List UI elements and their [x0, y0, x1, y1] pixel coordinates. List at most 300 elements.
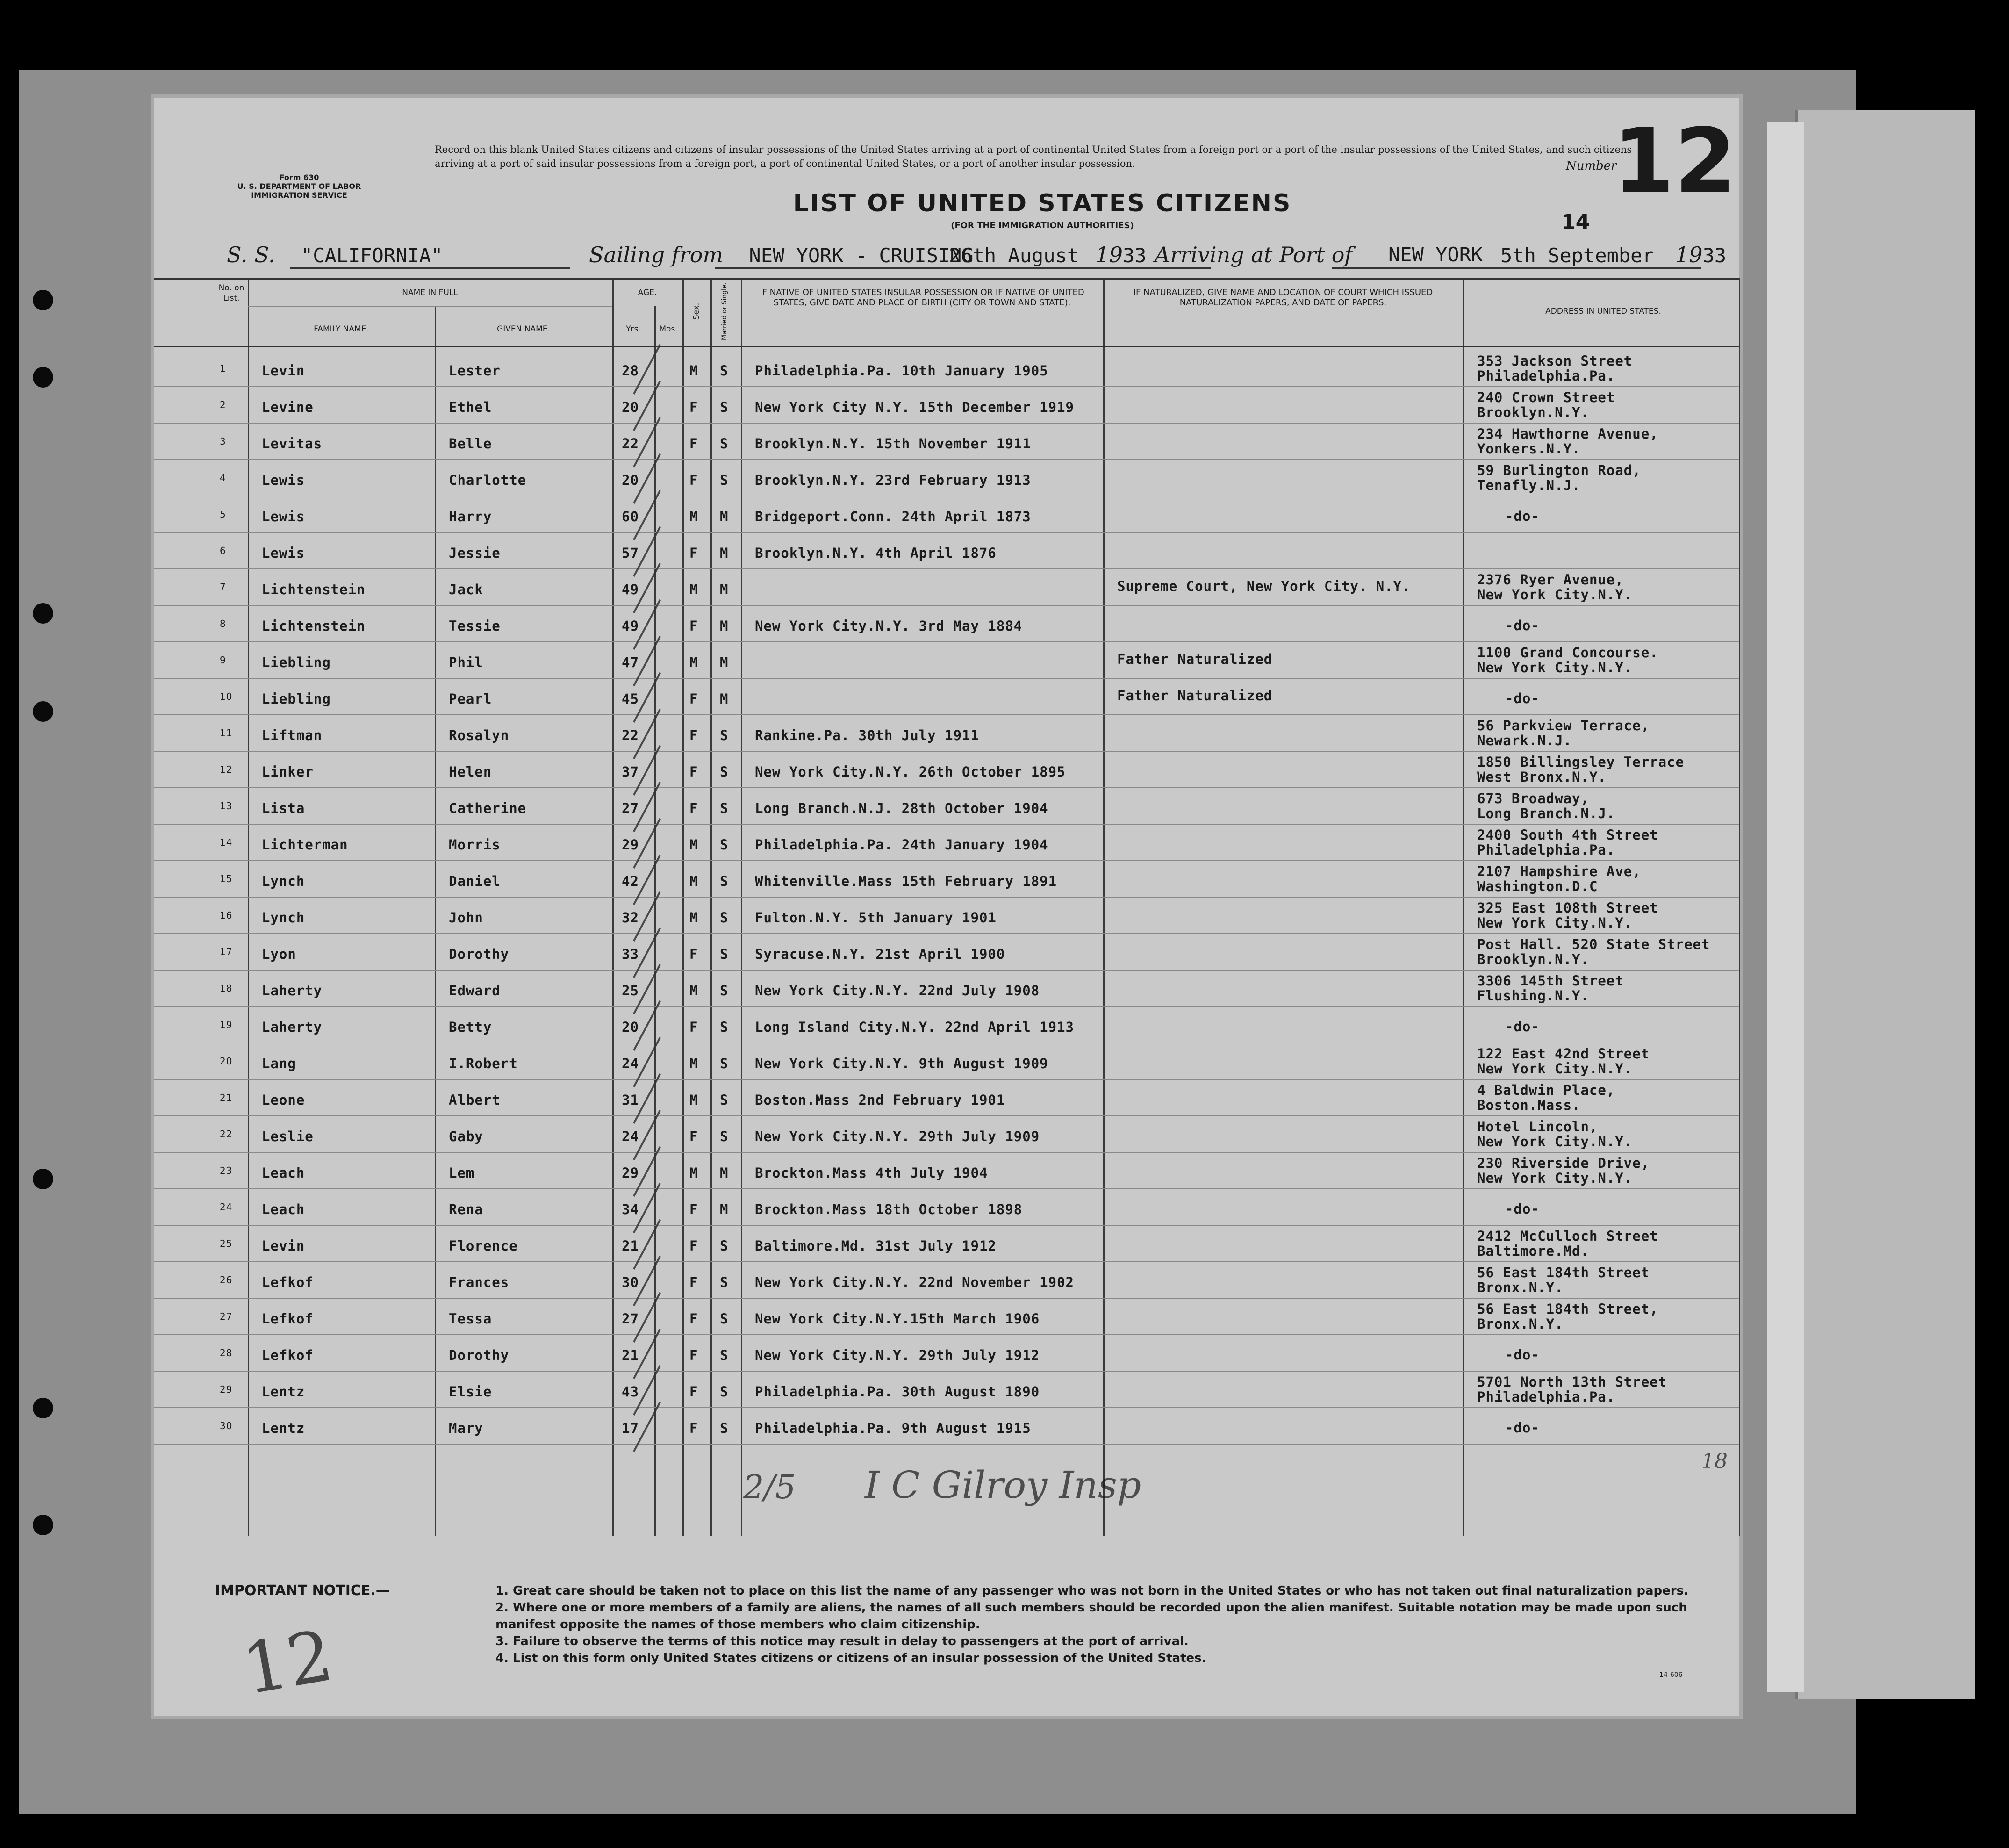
age-years: 22	[622, 727, 639, 743]
address-line-1: 230 Riverside Drive,	[1477, 1155, 1650, 1171]
given-name: Albert	[449, 1092, 501, 1108]
sailing-label: Sailing from	[589, 242, 724, 267]
arrival	[1155, 243, 1352, 267]
row-number: 3	[220, 436, 226, 447]
naturalization-info: Father Naturalized	[1117, 651, 1273, 667]
given-name: Mary	[449, 1420, 483, 1436]
sex: F	[689, 1274, 698, 1290]
table-row	[154, 1080, 1739, 1116]
sail-year: 33	[1123, 244, 1147, 267]
family-name: Lichtenstein	[262, 582, 366, 597]
given-name: Betty	[449, 1019, 492, 1035]
age-years: 43	[622, 1384, 639, 1400]
address	[1477, 1265, 1650, 1295]
sex: F	[689, 1384, 698, 1400]
marital-status: S	[720, 1056, 729, 1071]
address-line-1: 5701 North 13th Street	[1477, 1374, 1667, 1390]
table-row	[154, 861, 1739, 898]
ship-name: "CALIFORNIA"	[301, 244, 443, 267]
marital-status: M	[720, 654, 729, 670]
birth-place-date: New York City.N.Y. 9th August 1909	[755, 1056, 1048, 1071]
given-name: Helen	[449, 764, 492, 780]
header-family-name: FAMILY NAME.	[314, 324, 369, 334]
family-name: Lewis	[262, 472, 305, 488]
address-line-1: 2400 South 4th Street	[1477, 827, 1658, 843]
age-years: 49	[622, 582, 639, 597]
address-line-1: Hotel Lincoln,	[1477, 1119, 1598, 1135]
age-years: 17	[622, 1420, 639, 1436]
passenger-table	[154, 278, 1739, 1536]
sex: M	[689, 1165, 698, 1181]
table-row	[154, 496, 1739, 533]
sex: F	[689, 1129, 698, 1144]
marital-status: S	[720, 1384, 729, 1400]
header-name-in-full: NAME IN FULL	[402, 288, 458, 297]
table-row	[154, 533, 1739, 569]
row-number: 11	[220, 727, 233, 739]
birth-place-date: Philadelphia.Pa. 9th August 1915	[755, 1420, 1031, 1436]
sex: F	[689, 1311, 698, 1327]
ss-label: S. S.	[227, 242, 275, 267]
sex: M	[689, 910, 698, 926]
age-years: 29	[622, 837, 639, 853]
family-name: Liebling	[262, 654, 331, 670]
birth-place-date: Baltimore.Md. 31st July 1912	[755, 1238, 997, 1254]
family-name: Leone	[262, 1092, 305, 1108]
age-years: 24	[622, 1129, 639, 1144]
row-number: 21	[220, 1092, 233, 1103]
address	[1477, 937, 1710, 967]
row-number: 10	[220, 691, 233, 702]
family-name: Leach	[262, 1165, 305, 1181]
address	[1477, 1302, 1658, 1331]
marital-status: S	[720, 1347, 729, 1363]
sex: F	[689, 800, 698, 816]
birth-place-date: Syracuse.N.Y. 21st April 1900	[755, 946, 1005, 962]
address	[1477, 691, 1540, 706]
sex: F	[689, 1238, 698, 1254]
margin-number: 12	[237, 1615, 339, 1711]
family-name: Lichterman	[262, 837, 348, 853]
address-line-1: -do-	[1505, 1201, 1540, 1217]
marital-status: S	[720, 1311, 729, 1327]
address-line-2: Flushing.N.Y.	[1477, 988, 1589, 1004]
sail-year-prefix: 19	[1095, 242, 1123, 267]
family-name: Levin	[262, 363, 305, 379]
marital-status: S	[720, 983, 729, 999]
row-number: 7	[220, 582, 226, 593]
birth-place-date: New York City.N.Y. 3rd May 1884	[755, 618, 1023, 634]
table-row	[154, 1372, 1739, 1408]
age-years: 47	[622, 654, 639, 670]
sex: M	[689, 509, 698, 525]
col-divider	[1739, 278, 1740, 1536]
given-name: Jessie	[449, 545, 501, 561]
address	[1477, 463, 1641, 493]
sex: F	[689, 1347, 698, 1363]
binder-hole	[33, 367, 53, 388]
age-years: 60	[622, 509, 639, 525]
given-name: Dorothy	[449, 946, 509, 962]
given-name: John	[449, 910, 483, 926]
table-row	[154, 1408, 1739, 1445]
address-line-1: -do-	[1505, 618, 1540, 633]
marital-status: S	[720, 472, 729, 488]
marital-status: S	[720, 1129, 729, 1144]
table-row	[154, 679, 1739, 715]
table-row	[154, 1299, 1739, 1335]
age-years: 45	[622, 691, 639, 707]
family-name: Leach	[262, 1201, 305, 1217]
sex: F	[689, 727, 698, 743]
birth-place-date: Philadelphia.Pa. 30th August 1890	[755, 1384, 1040, 1400]
family-name: Lefkof	[262, 1274, 314, 1290]
address-line-1: -do-	[1505, 1347, 1540, 1363]
binder-hole	[33, 290, 53, 310]
family-name: Levitas	[262, 436, 323, 452]
address-line-1: -do-	[1505, 508, 1540, 524]
given-name: Catherine	[449, 800, 527, 816]
address-line-2: Bronx.N.Y.	[1477, 1280, 1564, 1295]
naturalization-info: Supreme Court, New York City. N.Y.	[1117, 578, 1411, 594]
row-number: 19	[220, 1019, 233, 1030]
address	[1477, 572, 1632, 602]
address-line-1: 122 East 42nd Street	[1477, 1046, 1650, 1062]
address-line-1: Post Hall. 520 State Street	[1477, 936, 1710, 952]
sailing-from	[589, 243, 974, 267]
marital-status: M	[720, 618, 729, 634]
birth-place-date: New York City.N.Y.15th March 1906	[755, 1311, 1040, 1327]
page-edge	[1767, 122, 1804, 1692]
marital-status: S	[720, 946, 729, 962]
notice-item: 3. Failure to observe the terms of this notice may result in delay to passengers at the port of arrival.	[495, 1634, 1189, 1648]
given-name: Belle	[449, 436, 492, 452]
row-divider	[248, 306, 612, 307]
address-line-1: 1100 Grand Concourse.	[1477, 645, 1658, 661]
form-identifier	[206, 173, 393, 200]
row-number: 16	[220, 910, 233, 921]
row-divider	[154, 278, 1739, 280]
age-years: 27	[622, 800, 639, 816]
sex: M	[689, 582, 698, 597]
address-line-2: Boston.Mass.	[1477, 1097, 1581, 1113]
number-label: Number	[1566, 159, 1617, 173]
table-row	[154, 898, 1739, 934]
address	[1477, 1046, 1650, 1076]
given-name: Rena	[449, 1201, 483, 1217]
given-name: Frances	[449, 1274, 509, 1290]
table-row	[154, 1335, 1739, 1372]
address	[1477, 900, 1658, 930]
sex: F	[689, 545, 698, 561]
header-age: AGE.	[638, 288, 657, 297]
address-line-1: 4 Baldwin Place,	[1477, 1082, 1615, 1098]
arr-year: 33	[1702, 244, 1727, 267]
family-name: Levin	[262, 1238, 305, 1254]
sailing-date	[949, 243, 1147, 267]
marital-status: S	[720, 1092, 729, 1108]
address-line-1: 2376 Ryer Avenue,	[1477, 572, 1624, 588]
table-row	[154, 642, 1739, 679]
family-name: Lewis	[262, 545, 305, 561]
address-line-2: New York City.N.Y.	[1477, 660, 1633, 676]
address-line-2: New York City.N.Y.	[1477, 915, 1633, 931]
address-line-2: Newark.N.J.	[1477, 733, 1572, 748]
family-name: Lang	[262, 1056, 296, 1071]
sex: M	[689, 1092, 698, 1108]
age-years: 24	[622, 1056, 639, 1071]
age-years: 27	[622, 1311, 639, 1327]
given-name: Jack	[449, 582, 483, 597]
row-number: 13	[220, 800, 233, 812]
address	[1477, 509, 1540, 524]
table-row	[154, 424, 1739, 460]
table-row	[154, 788, 1739, 825]
row-divider	[154, 1444, 1739, 1445]
row-number: 6	[220, 545, 226, 556]
row-number: 15	[220, 873, 233, 884]
table-row	[154, 971, 1739, 1007]
row-number: 30	[220, 1420, 233, 1431]
birth-place-date: New York City.N.Y. 22nd July 1908	[755, 983, 1040, 999]
age-years: 32	[622, 910, 639, 926]
address	[1477, 390, 1615, 420]
binder-hole	[33, 1398, 53, 1418]
address-line-1: 3306 145th Street	[1477, 973, 1624, 989]
birth-place-date: Fulton.N.Y. 5th January 1901	[755, 910, 997, 926]
address-line-2: Baltimore.Md.	[1477, 1243, 1589, 1259]
notice-items	[495, 1582, 1734, 1667]
sex: M	[689, 837, 698, 853]
age-years: 42	[622, 873, 639, 889]
sex: F	[689, 436, 698, 452]
sex: F	[689, 1201, 698, 1217]
table-row	[154, 606, 1739, 642]
form-instructions: Record on this blank United States citizens and citizens of insular possessions of the United States arriving at a port of continental United States from a foreign port or a port of the insular possessions of the United States, and such citizens arriving at a port of said insular possessions from a foreign port, a port of continental United States, or a port of another insular possession.	[435, 144, 1632, 169]
family-name: Lentz	[262, 1384, 305, 1400]
arrival-underline	[1332, 267, 1701, 269]
sex: F	[689, 946, 698, 962]
list-number: 12	[1613, 109, 1736, 213]
header-yrs: Yrs.	[626, 324, 641, 334]
address-line-1: 673 Broadway,	[1477, 791, 1589, 806]
header-sex: Sex.	[692, 302, 701, 320]
table-row	[154, 825, 1739, 861]
arr-day: 5th September	[1500, 244, 1654, 267]
row-number: 9	[220, 654, 226, 666]
address	[1477, 618, 1540, 633]
row-number: 25	[220, 1238, 233, 1249]
marital-status: S	[720, 727, 729, 743]
address-line-2: New York City.N.Y.	[1477, 587, 1633, 603]
row-number: 2	[220, 399, 226, 410]
sex: M	[689, 983, 698, 999]
marital-status: S	[720, 399, 729, 415]
address	[1477, 1083, 1615, 1113]
sailing-port: NEW YORK - CRUISING	[749, 244, 974, 267]
arrival-port: NEW YORK	[1388, 243, 1483, 266]
header-birth: IF NATIVE OF UNITED STATES INSULAR POSSESSION OR IF NATIVE OF UNITED STATES, GIVE DATE AND PLACE OF BIRTH (CITY OR TOWN AND STATE).	[760, 288, 1084, 308]
header-given-name: GIVEN NAME.	[497, 324, 550, 334]
given-name: Morris	[449, 837, 501, 853]
age-years: 31	[622, 1092, 639, 1108]
marital-status: M	[720, 582, 729, 597]
address-line-1: 59 Burlington Road,	[1477, 462, 1641, 478]
table-row	[154, 569, 1739, 606]
sex: F	[689, 618, 698, 634]
address	[1477, 1019, 1540, 1034]
given-name: Charlotte	[449, 472, 527, 488]
family-name: Laherty	[262, 983, 323, 999]
row-number: 4	[220, 472, 226, 483]
voyage-line	[227, 243, 443, 267]
header-naturalized: IF NATURALIZED, GIVE NAME AND LOCATION OF COURT WHICH ISSUED NATURALIZATION PAPERS, AND DATE OF PAPERS.	[1133, 288, 1433, 308]
address-line-1: 353 Jackson Street	[1477, 353, 1633, 369]
address-line-1: -do-	[1505, 1420, 1540, 1436]
sex: M	[689, 873, 698, 889]
manifest-page	[154, 98, 1739, 1716]
birth-place-date: Philadelphia.Pa. 10th January 1905	[755, 363, 1048, 379]
row-number: 20	[220, 1056, 233, 1067]
marital-status: S	[720, 800, 729, 816]
marital-status: M	[720, 1201, 729, 1217]
age-years: 33	[622, 946, 639, 962]
sheet-number: 14	[1561, 210, 1590, 234]
address	[1477, 791, 1615, 821]
table-row	[154, 934, 1739, 971]
table-row	[154, 715, 1739, 752]
age-years: 57	[622, 545, 639, 561]
table-row	[154, 752, 1739, 788]
address-line-1: 1850 Billingsley Terrace	[1477, 754, 1685, 770]
row-number: 29	[220, 1384, 233, 1395]
address-line-1: 2107 Hampshire Ave,	[1477, 863, 1641, 879]
address-line-2: Long Branch.N.J.	[1477, 805, 1615, 821]
given-name: Ethel	[449, 399, 492, 415]
age-years: 21	[622, 1238, 639, 1254]
given-name: Dorothy	[449, 1347, 509, 1363]
family-name: Lyon	[262, 946, 296, 962]
address	[1477, 973, 1624, 1003]
marital-status: S	[720, 837, 729, 853]
address-line-1: 2412 McCulloch Street	[1477, 1228, 1658, 1244]
address-line-1: -do-	[1505, 1019, 1540, 1035]
address-line-1: 56 East 184th Street,	[1477, 1301, 1658, 1317]
birth-place-date: Bridgeport.Conn. 24th April 1873	[755, 509, 1031, 525]
birth-place-date: New York City.N.Y. 26th October 1895	[755, 764, 1066, 780]
family-name: Laherty	[262, 1019, 323, 1035]
table-row	[154, 387, 1739, 424]
birth-place-date: Long Island City.N.Y. 22nd April 1913	[755, 1019, 1075, 1035]
address-line-2: Washington.D.C	[1477, 878, 1598, 894]
marital-status: S	[720, 1019, 729, 1035]
notice-title: IMPORTANT NOTICE.—	[215, 1582, 390, 1599]
page-subtitle: (FOR THE IMMIGRATION AUTHORITIES)	[951, 221, 1134, 230]
sex: M	[689, 654, 698, 670]
family-name: Lewis	[262, 509, 305, 525]
birth-place-date: New York City.N.Y. 22nd November 1902	[755, 1274, 1075, 1290]
address-line-2: Bronx.N.Y.	[1477, 1316, 1564, 1332]
address-line-2: Philadelphia.Pa.	[1477, 1389, 1615, 1405]
row-number: 23	[220, 1165, 233, 1176]
birth-place-date: Whitenville.Mass 15th February 1891	[755, 873, 1057, 889]
row-divider	[154, 346, 1739, 347]
marital-status: S	[720, 910, 729, 926]
birth-place-date: New York City.N.Y. 29th July 1912	[755, 1347, 1040, 1363]
address-line-2: Yonkers.N.Y.	[1477, 441, 1581, 457]
marital-status: S	[720, 363, 729, 379]
sailing-underline	[715, 267, 1211, 269]
sex: F	[689, 1019, 698, 1035]
address	[1477, 1156, 1650, 1186]
marital-status: M	[720, 691, 729, 707]
address	[1477, 1374, 1667, 1404]
row-number: 17	[220, 946, 233, 957]
family-name: Lentz	[262, 1420, 305, 1436]
address	[1477, 755, 1684, 784]
birth-place-date: Philadelphia.Pa. 24th January 1904	[755, 837, 1048, 853]
marital-status: S	[720, 873, 729, 889]
header-mos: Mos.	[659, 324, 678, 334]
given-name: Daniel	[449, 873, 501, 889]
given-name: Elsie	[449, 1384, 492, 1400]
address	[1477, 1201, 1540, 1216]
birth-place-date: Brockton.Mass 4th July 1904	[755, 1165, 988, 1181]
address-line-2: New York City.N.Y.	[1477, 1061, 1633, 1077]
age-years: 21	[622, 1347, 639, 1363]
age-years: 29	[622, 1165, 639, 1181]
sex: F	[689, 764, 698, 780]
header-address: ADDRESS IN UNITED STATES.	[1545, 307, 1661, 316]
address-line-1: 240 Crown Street	[1477, 389, 1615, 405]
address	[1477, 1119, 1632, 1149]
given-name: Lester	[449, 363, 501, 379]
binder-hole	[33, 701, 53, 722]
age-years: 30	[622, 1274, 639, 1290]
given-name: Lem	[449, 1165, 475, 1181]
row-number: 27	[220, 1311, 233, 1322]
header-married-single: Married or Single.	[721, 282, 728, 341]
adjacent-page	[1795, 110, 1975, 1699]
given-name: Tessa	[449, 1311, 492, 1327]
notice-item: 2. Where one or more members of a family are aliens, the names of all such members should be recorded upon the alien manifest. Suitable notation may be made upon such manifest opposite the names of those members who claim citizenship.	[495, 1601, 1687, 1632]
address-line-2: West Bronx.N.Y.	[1477, 769, 1607, 785]
address	[1477, 1347, 1540, 1362]
address-line-2: Tenafly.N.J.	[1477, 477, 1581, 493]
marital-status: M	[720, 1165, 729, 1181]
arr-year-prefix: 19	[1675, 242, 1703, 267]
bottom-mark: 2/5	[743, 1468, 796, 1506]
birth-place-date: Rankine.Pa. 30th July 1911	[755, 727, 979, 743]
table-row	[154, 1262, 1739, 1299]
address-line-2: New York City.N.Y.	[1477, 1170, 1633, 1186]
marital-status: S	[720, 1420, 729, 1436]
birth-place-date: Long Branch.N.J. 28th October 1904	[755, 800, 1048, 816]
department-name: U. S. DEPARTMENT OF LABOR	[237, 182, 361, 191]
row-number: 14	[220, 837, 233, 848]
table-row	[154, 1116, 1739, 1153]
age-years: 37	[622, 764, 639, 780]
address-line-2: Brooklyn.N.Y.	[1477, 951, 1589, 967]
table-row	[154, 1153, 1739, 1189]
count-mark: 18	[1701, 1449, 1728, 1473]
form-code: 14-606	[1659, 1671, 1683, 1679]
family-name: Lynch	[262, 910, 305, 926]
family-name: Lichtenstein	[262, 618, 366, 634]
birth-place-date: Brooklyn.N.Y. 15th November 1911	[755, 436, 1031, 452]
notice-item: 1. Great care should be taken not to place on this list the name of any passenger who was not born in the United States or who has not taken out final naturalization papers.	[495, 1584, 1688, 1598]
marital-status: M	[720, 509, 729, 525]
